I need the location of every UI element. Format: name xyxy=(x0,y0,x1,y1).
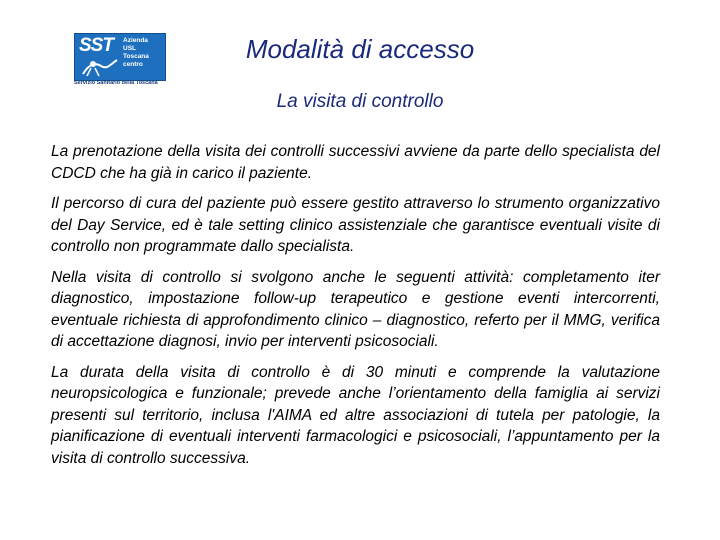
logo-mark: SST xyxy=(79,35,113,56)
paragraph: Nella visita di controllo si svolgono anche le seguenti attività: completamento iter diagnostico, impostazione follow-up terapeutico e gestione eventi intercorrenti, eventuale richiesta di approfondimento clinico – diagnostico, referto per il MMG, verifica di accettazione diagnosi, invio per interventi psicosociali. xyxy=(51,268,660,350)
paragraph: La durata della visita di controllo è di 30 minuti e comprende la valutazione neuropsicologica e funzionale; prevede anche l’orientamento della famiglia ai servizi presenti sul territorio, inclusa l'AIMA ed altre associazioni di tutela per patologie, la pianificazione di eventuali interventi farmacologici e psicosociali, l’appuntamento per la visita di controllo successiva. xyxy=(51,363,660,467)
paragraph: La prenotazione della visita dei controlli successivi avviene da parte dello specialista del CDCD che ha già in carico il paziente. xyxy=(51,143,660,182)
logo-line: USL xyxy=(123,45,136,52)
logo-line: Azienda xyxy=(123,37,148,44)
paragraph: Il percorso di cura del paziente può essere gestito attraverso lo strumento organizzativo del Day Service, ed è tale setting clinico assistenziale che garantisce eventuali visite di controllo non programmate dallo specialista. xyxy=(51,195,660,255)
logo-line: centro xyxy=(123,61,143,68)
body-text xyxy=(51,141,660,478)
page-title-wrap xyxy=(0,34,720,65)
logo-caption: Servizio Sanitario della Toscana xyxy=(74,80,158,86)
page-title: Modalità di accesso xyxy=(245,34,475,64)
page-subtitle: La visita di controllo xyxy=(276,91,444,112)
logo-line: Toscana xyxy=(123,53,149,60)
